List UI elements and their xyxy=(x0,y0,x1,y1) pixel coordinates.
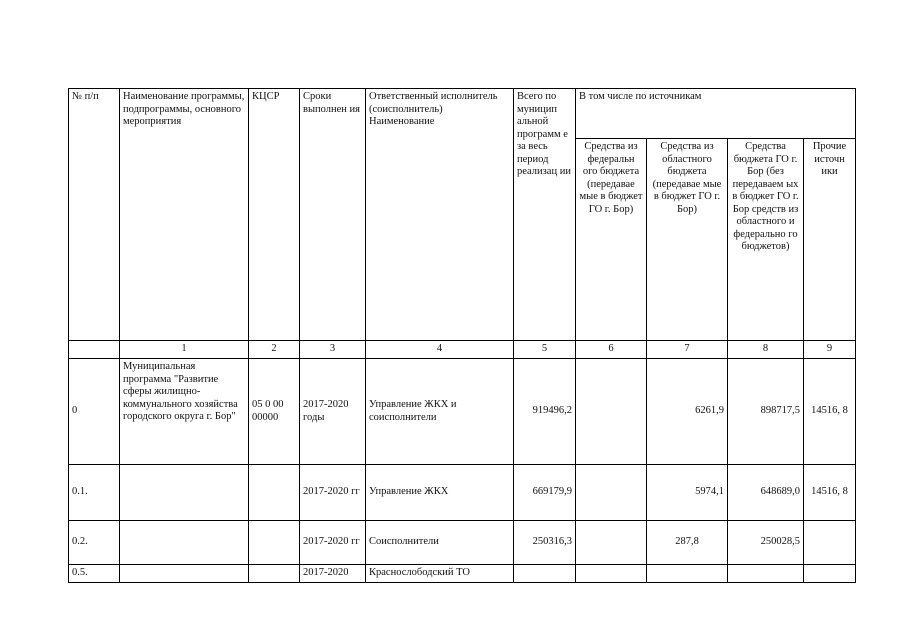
header-kcsr: КЦСР xyxy=(249,89,300,341)
row-num: 0.5. xyxy=(69,565,120,583)
row-kcsr xyxy=(249,565,300,583)
budget-table xyxy=(68,88,856,583)
row-total xyxy=(514,565,576,583)
table-row xyxy=(69,565,856,583)
row-num: 0 xyxy=(69,359,120,465)
col-number: 5 xyxy=(514,341,576,359)
header-row xyxy=(69,89,856,139)
col-number: 6 xyxy=(576,341,647,359)
row-name: Муниципальная программа "Развитие сферы жилищно-коммунального хозяйства городского округа г. Бор" xyxy=(120,359,249,465)
row-period: 2017-2020 гг xyxy=(300,465,366,521)
table-row xyxy=(69,521,856,565)
row-local: 648689,0 xyxy=(728,465,804,521)
col-number: 7 xyxy=(647,341,728,359)
row-federal xyxy=(576,521,647,565)
row-local: 898717,5 xyxy=(728,359,804,465)
row-total: 669179,9 xyxy=(514,465,576,521)
header-num: № п/п xyxy=(69,89,120,341)
header-name: Наименование программы, подпрограммы, основного мероприятия xyxy=(120,89,249,341)
table-row xyxy=(69,465,856,521)
header-federal: Средства из федеральн ого бюджета (передавае мые в бюджет ГО г. Бор) xyxy=(576,139,647,341)
header-total: Всего по муницип альной программ е за весь период реализац ии xyxy=(514,89,576,341)
row-federal xyxy=(576,359,647,465)
row-period: 2017-2020 гг xyxy=(300,521,366,565)
row-name xyxy=(120,465,249,521)
row-period: 2017-2020 годы xyxy=(300,359,366,465)
row-total: 919496,2 xyxy=(514,359,576,465)
table-row xyxy=(69,359,856,465)
row-federal xyxy=(576,465,647,521)
row-other: 14516, 8 xyxy=(804,465,856,521)
header-other: Прочие источн ики xyxy=(804,139,856,341)
row-regional xyxy=(647,565,728,583)
row-kcsr xyxy=(249,521,300,565)
row-other xyxy=(804,565,856,583)
row-executor: Управление ЖКХ и соисполнители xyxy=(366,359,514,465)
row-executor: Соисполнители xyxy=(366,521,514,565)
header-sources: В том числе по источникам xyxy=(576,89,856,139)
row-num: 0.2. xyxy=(69,521,120,565)
col-number: 1 xyxy=(120,341,249,359)
row-num: 0.1. xyxy=(69,465,120,521)
col-number: 4 xyxy=(366,341,514,359)
header-local: Средства бюджета ГО г. Бор (без передаваем ых в бюджет ГО г. Бор средств из областного и федерально го бюджетов) xyxy=(728,139,804,341)
row-executor: Управление ЖКХ xyxy=(366,465,514,521)
header-regional: Средства из областного бюджета (передавае мые в бюджет ГО г. Бор) xyxy=(647,139,728,341)
row-period: 2017-2020 xyxy=(300,565,366,583)
row-kcsr xyxy=(249,465,300,521)
col-number-blank xyxy=(69,341,120,359)
row-local: 250028,5 xyxy=(728,521,804,565)
col-number: 3 xyxy=(300,341,366,359)
row-name xyxy=(120,521,249,565)
row-regional: 6261,9 xyxy=(647,359,728,465)
header-period: Сроки выполнен ия xyxy=(300,89,366,341)
row-local xyxy=(728,565,804,583)
header-executor: Ответственный исполнитель (соисполнитель) Наименование xyxy=(366,89,514,341)
row-kcsr: 05 0 00 00000 xyxy=(249,359,300,465)
col-number: 9 xyxy=(804,341,856,359)
col-number: 8 xyxy=(728,341,804,359)
row-other: 14516, 8 xyxy=(804,359,856,465)
col-number: 2 xyxy=(249,341,300,359)
row-federal xyxy=(576,565,647,583)
row-total: 250316,3 xyxy=(514,521,576,565)
row-executor: Краснослободский ТО xyxy=(366,565,514,583)
row-regional: 5974,1 xyxy=(647,465,728,521)
column-number-row xyxy=(69,341,856,359)
row-regional: 287,8 xyxy=(647,521,728,565)
row-other xyxy=(804,521,856,565)
row-name xyxy=(120,565,249,583)
